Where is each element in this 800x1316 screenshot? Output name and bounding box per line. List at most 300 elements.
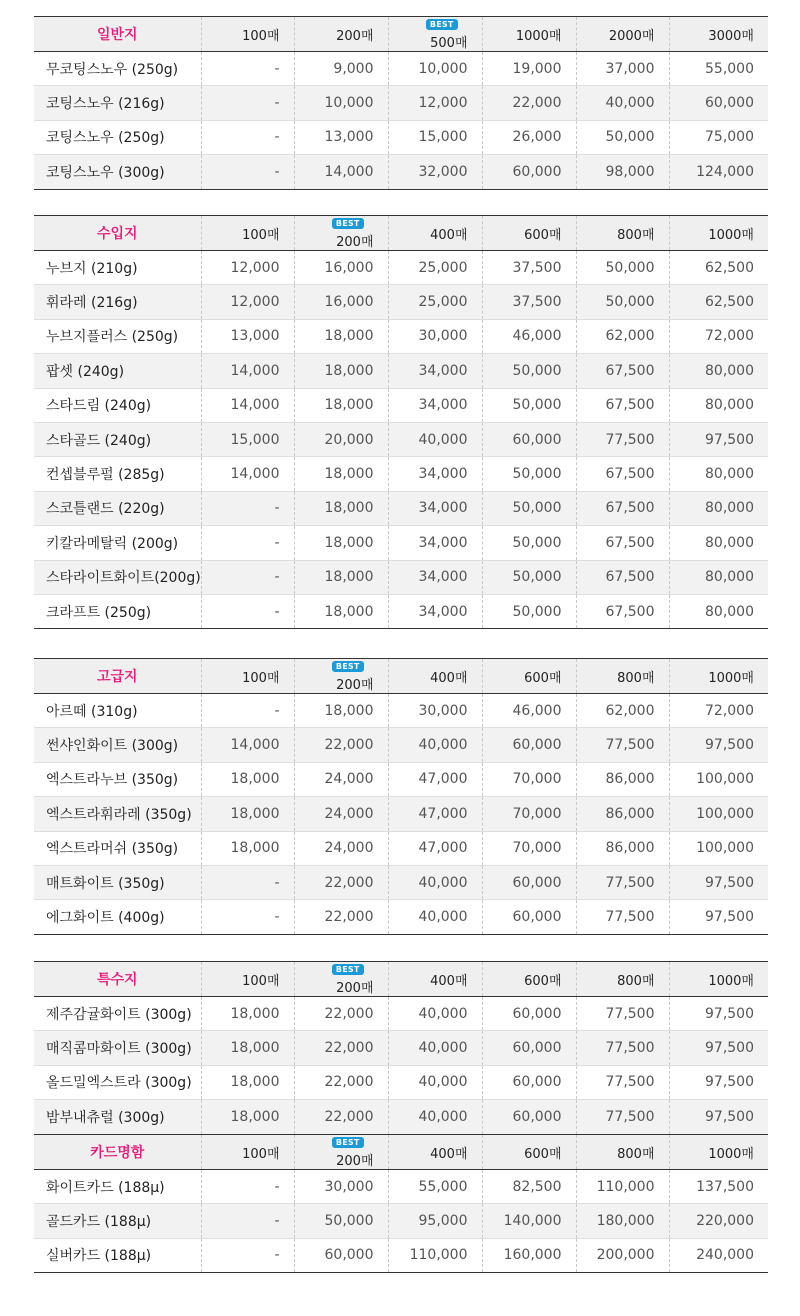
price-cell: 50,000 — [482, 354, 576, 388]
price-cell: 86,000 — [576, 762, 669, 796]
price-cell: 22,000 — [294, 1065, 388, 1099]
price-cell: 34,000 — [388, 354, 482, 388]
best-badge: BEST — [332, 964, 364, 975]
quantity-header — [201, 962, 294, 997]
price-cell: 15,000 — [201, 422, 294, 456]
price-cell: 18,000 — [201, 1031, 294, 1065]
quantity-header — [294, 1135, 388, 1170]
price-cell: 18,000 — [294, 594, 388, 628]
quantity-header — [388, 1135, 482, 1170]
paper-name: 코팅스노우 (250g) — [34, 120, 201, 154]
price-cell: - — [201, 900, 294, 934]
price-cell: 67,500 — [576, 526, 669, 560]
price-cell: 18,000 — [294, 354, 388, 388]
price-cell: 70,000 — [482, 797, 576, 831]
price-cell: 80,000 — [669, 560, 768, 594]
table-row — [34, 865, 768, 899]
price-cell: 24,000 — [294, 797, 388, 831]
price-cell: 80,000 — [669, 594, 768, 628]
price-cell: 70,000 — [482, 762, 576, 796]
price-cell: - — [201, 155, 294, 189]
price-cell: 72,000 — [669, 319, 768, 353]
price-cell: 97,500 — [669, 1065, 768, 1099]
paper-name: 썬샤인화이트 (300g) — [34, 728, 201, 762]
category-title: 수입지 — [34, 216, 201, 251]
price-cell: 13,000 — [201, 319, 294, 353]
price-cell: 62,500 — [669, 285, 768, 319]
price-cell: 40,000 — [576, 86, 669, 120]
price-cell: 40,000 — [388, 1031, 482, 1065]
best-badge: BEST — [332, 661, 364, 672]
price-cell: 55,000 — [388, 1170, 482, 1204]
paper-name: 키칼라메탈릭 (200g) — [34, 526, 201, 560]
price-cell: 34,000 — [388, 560, 482, 594]
price-cell: 110,000 — [388, 1238, 482, 1272]
price-cell: 18,000 — [294, 388, 388, 422]
quantity-label: 800매 — [617, 973, 655, 989]
quantity-label: 100매 — [242, 670, 280, 686]
table-row — [34, 491, 768, 525]
paper-name: 골드카드 (188μ) — [34, 1204, 201, 1238]
price-cell: 14,000 — [294, 155, 388, 189]
paper-name: 스코틀랜드 (220g) — [34, 491, 201, 525]
price-cell: 34,000 — [388, 388, 482, 422]
price-cell: 86,000 — [576, 797, 669, 831]
quantity-label: 2000매 — [608, 28, 655, 44]
price-cell: 18,000 — [294, 526, 388, 560]
price-cell: 22,000 — [294, 1100, 388, 1134]
price-cell: 70,000 — [482, 831, 576, 865]
price-cell: - — [201, 1170, 294, 1204]
table-row — [34, 526, 768, 560]
price-cell: 34,000 — [388, 594, 482, 628]
price-cell: 40,000 — [388, 900, 482, 934]
paper-name: 엑스트라누브 (350g) — [34, 762, 201, 796]
price-cell: 180,000 — [576, 1204, 669, 1238]
price-cell: 22,000 — [482, 86, 576, 120]
price-cell: 30,000 — [294, 1170, 388, 1204]
price-cell: 10,000 — [294, 86, 388, 120]
price-cell: 18,000 — [201, 1100, 294, 1134]
price-cell: 75,000 — [669, 120, 768, 154]
quantity-header — [576, 962, 669, 997]
price-cell: 67,500 — [576, 388, 669, 422]
price-cell: 60,000 — [482, 1100, 576, 1134]
price-cell: 50,000 — [482, 560, 576, 594]
price-cell: 95,000 — [388, 1204, 482, 1238]
quantity-header — [669, 659, 768, 694]
price-cell: 14,000 — [201, 388, 294, 422]
category-title: 고급지 — [34, 659, 201, 694]
paper-name: 코팅스노우 (300g) — [34, 155, 201, 189]
price-cell: 18,000 — [294, 560, 388, 594]
table-row — [34, 1100, 768, 1134]
price-cell: 40,000 — [388, 997, 482, 1031]
price-cell: 14,000 — [201, 457, 294, 491]
price-cell: 60,000 — [482, 1065, 576, 1099]
paper-name: 누브지플러스 (250g) — [34, 319, 201, 353]
price-cell: 60,000 — [294, 1238, 388, 1272]
paper-name: 화이트카드 (188μ) — [34, 1170, 201, 1204]
quantity-header — [576, 659, 669, 694]
best-badge: BEST — [332, 1137, 364, 1148]
price-cell: 67,500 — [576, 594, 669, 628]
price-cell: 62,500 — [669, 251, 768, 285]
price-cell: 200,000 — [576, 1238, 669, 1272]
price-table-1 — [34, 215, 768, 629]
quantity-label: 100매 — [242, 28, 280, 44]
price-cell: 9,000 — [294, 52, 388, 86]
price-cell: 12,000 — [201, 251, 294, 285]
price-cell: 80,000 — [669, 526, 768, 560]
quantity-header — [482, 659, 576, 694]
price-table-2 — [34, 658, 768, 935]
quantity-label: 1000매 — [708, 973, 754, 989]
price-cell: 67,500 — [576, 560, 669, 594]
price-cell: 10,000 — [388, 52, 482, 86]
price-cell: 18,000 — [201, 762, 294, 796]
quantity-label: 100매 — [242, 1146, 280, 1162]
price-cell: 22,000 — [294, 1031, 388, 1065]
price-cell: 18,000 — [294, 319, 388, 353]
price-cell: 40,000 — [388, 1100, 482, 1134]
price-cell: 50,000 — [576, 120, 669, 154]
price-cell: 100,000 — [669, 831, 768, 865]
table-row — [34, 831, 768, 865]
quantity-header — [669, 216, 768, 251]
table-row — [34, 251, 768, 285]
quantity-header — [576, 216, 669, 251]
quantity-header — [294, 17, 388, 52]
price-cell: 97,500 — [669, 1100, 768, 1134]
price-cell: 60,000 — [669, 86, 768, 120]
price-cell: 37,500 — [482, 285, 576, 319]
price-cell: 97,500 — [669, 997, 768, 1031]
quantity-label: 3000매 — [708, 28, 754, 44]
quantity-header — [669, 17, 768, 52]
quantity-label: 600매 — [524, 670, 562, 686]
price-cell: 25,000 — [388, 251, 482, 285]
price-cell: 37,000 — [576, 52, 669, 86]
quantity-label: 1000매 — [515, 28, 562, 44]
quantity-label: 400매 — [430, 227, 468, 243]
price-cell: 82,500 — [482, 1170, 576, 1204]
price-cell: 40,000 — [388, 1065, 482, 1099]
paper-name: 크라프트 (250g) — [34, 594, 201, 628]
table-row — [34, 1170, 768, 1204]
table-row — [34, 422, 768, 456]
quantity-header — [201, 216, 294, 251]
price-cell: 55,000 — [669, 52, 768, 86]
best-badge: BEST — [332, 218, 364, 229]
price-cell: 22,000 — [294, 865, 388, 899]
price-cell: 97,500 — [669, 728, 768, 762]
quantity-label: 600매 — [524, 1146, 562, 1162]
price-cell: 14,000 — [201, 728, 294, 762]
price-cell: 50,000 — [482, 388, 576, 422]
price-cell: 97,500 — [669, 865, 768, 899]
quantity-header — [201, 17, 294, 52]
price-cell: 124,000 — [669, 155, 768, 189]
quantity-label: 500매 — [430, 36, 468, 51]
price-cell: 18,000 — [294, 457, 388, 491]
quantity-header — [294, 659, 388, 694]
price-cell: 50,000 — [576, 251, 669, 285]
price-cell: 34,000 — [388, 526, 482, 560]
price-cell: 97,500 — [669, 1031, 768, 1065]
price-cell: 22,000 — [294, 997, 388, 1031]
price-cell: 97,500 — [669, 422, 768, 456]
price-cell: 80,000 — [669, 457, 768, 491]
price-cell: 60,000 — [482, 900, 576, 934]
price-cell: 240,000 — [669, 1238, 768, 1272]
price-cell: - — [201, 526, 294, 560]
paper-name: 밤부내츄럴 (300g) — [34, 1100, 201, 1134]
price-cell: 77,500 — [576, 865, 669, 899]
price-cell: 40,000 — [388, 422, 482, 456]
table-row — [34, 762, 768, 796]
price-cell: 60,000 — [482, 728, 576, 762]
price-cell: 62,000 — [576, 694, 669, 728]
price-cell: 30,000 — [388, 694, 482, 728]
table-header-row — [34, 216, 768, 251]
paper-name: 스타드림 (240g) — [34, 388, 201, 422]
quantity-label: 200매 — [336, 678, 374, 693]
price-cell: 72,000 — [669, 694, 768, 728]
price-cell: - — [201, 491, 294, 525]
table-row — [34, 354, 768, 388]
price-cell: 100,000 — [669, 797, 768, 831]
table-row — [34, 120, 768, 154]
table-header-row — [34, 1135, 768, 1170]
quantity-label: 600매 — [524, 973, 562, 989]
price-cell: 16,000 — [294, 251, 388, 285]
paper-name: 무코팅스노우 (250g) — [34, 52, 201, 86]
quantity-header — [482, 216, 576, 251]
price-cell: 14,000 — [201, 354, 294, 388]
price-cell: 15,000 — [388, 120, 482, 154]
price-cell: 50,000 — [482, 457, 576, 491]
paper-name: 누브지 (210g) — [34, 251, 201, 285]
quantity-header — [482, 17, 576, 52]
price-cell: - — [201, 120, 294, 154]
price-cell: 26,000 — [482, 120, 576, 154]
quantity-label: 100매 — [242, 227, 280, 243]
price-cell: 60,000 — [482, 422, 576, 456]
price-cell: 50,000 — [482, 594, 576, 628]
table-row — [34, 560, 768, 594]
table-row — [34, 1031, 768, 1065]
paper-name: 올드밀엑스트라 (300g) — [34, 1065, 201, 1099]
price-cell: 32,000 — [388, 155, 482, 189]
price-cell: 47,000 — [388, 762, 482, 796]
category-title: 특수지 — [34, 962, 201, 997]
price-cell: 220,000 — [669, 1204, 768, 1238]
category-title: 카드명함 — [34, 1135, 201, 1170]
quantity-label: 1000매 — [708, 670, 754, 686]
price-cell: - — [201, 1204, 294, 1238]
price-cell: 77,500 — [576, 900, 669, 934]
quantity-label: 800매 — [617, 670, 655, 686]
table-row — [34, 1238, 768, 1272]
paper-name: 매직콤마화이트 (300g) — [34, 1031, 201, 1065]
price-cell: 18,000 — [294, 694, 388, 728]
price-cell: 47,000 — [388, 797, 482, 831]
quantity-label: 600매 — [524, 227, 562, 243]
price-cell: 16,000 — [294, 285, 388, 319]
table-row — [34, 457, 768, 491]
price-cell: 80,000 — [669, 354, 768, 388]
quantity-header — [576, 17, 669, 52]
quantity-label: 200매 — [336, 28, 374, 44]
quantity-label: 200매 — [336, 1154, 374, 1169]
quantity-header — [669, 1135, 768, 1170]
price-cell: 67,500 — [576, 457, 669, 491]
price-cell: 67,500 — [576, 354, 669, 388]
paper-name: 엑스트라머쉬 (350g) — [34, 831, 201, 865]
price-cell: 18,000 — [294, 491, 388, 525]
price-cell: 18,000 — [201, 797, 294, 831]
price-cell: 34,000 — [388, 457, 482, 491]
price-cell: 50,000 — [294, 1204, 388, 1238]
price-cell: 140,000 — [482, 1204, 576, 1238]
paper-name: 스타골드 (240g) — [34, 422, 201, 456]
price-cell: 24,000 — [294, 762, 388, 796]
table-row — [34, 285, 768, 319]
price-cell: - — [201, 86, 294, 120]
table-header-row — [34, 659, 768, 694]
price-cell: 46,000 — [482, 319, 576, 353]
price-cell: 62,000 — [576, 319, 669, 353]
price-cell: 18,000 — [201, 997, 294, 1031]
price-cell: 20,000 — [294, 422, 388, 456]
quantity-header — [388, 216, 482, 251]
price-cell: 50,000 — [482, 491, 576, 525]
quantity-header — [294, 216, 388, 251]
price-cell: 80,000 — [669, 388, 768, 422]
price-cell: 19,000 — [482, 52, 576, 86]
paper-name: 휘라레 (216g) — [34, 285, 201, 319]
price-cell: 18,000 — [201, 1065, 294, 1099]
price-cell: 77,500 — [576, 728, 669, 762]
table-row — [34, 86, 768, 120]
quantity-label: 1000매 — [708, 227, 754, 243]
price-cell: 77,500 — [576, 997, 669, 1031]
quantity-label: 200매 — [336, 981, 374, 996]
quantity-label: 200매 — [336, 235, 374, 250]
table-row — [34, 319, 768, 353]
price-cell: - — [201, 1238, 294, 1272]
table-header-row — [34, 17, 768, 52]
price-cell: - — [201, 594, 294, 628]
price-cell: 34,000 — [388, 491, 482, 525]
paper-name: 팝셋 (240g) — [34, 354, 201, 388]
table-row — [34, 900, 768, 934]
price-cell: 77,500 — [576, 1065, 669, 1099]
price-cell: 110,000 — [576, 1170, 669, 1204]
price-cell: 67,500 — [576, 491, 669, 525]
table-row — [34, 694, 768, 728]
paper-name: 컨셉블루펄 (285g) — [34, 457, 201, 491]
quantity-header — [294, 962, 388, 997]
quantity-label: 400매 — [430, 973, 468, 989]
price-cell: 47,000 — [388, 831, 482, 865]
price-cell: 97,500 — [669, 900, 768, 934]
quantity-label: 100매 — [242, 973, 280, 989]
table-row — [34, 797, 768, 831]
table-row — [34, 388, 768, 422]
category-title: 일반지 — [34, 17, 201, 52]
price-cell: 100,000 — [669, 762, 768, 796]
quantity-header — [669, 962, 768, 997]
price-cell: 60,000 — [482, 1031, 576, 1065]
price-cell: - — [201, 865, 294, 899]
price-cell: 30,000 — [388, 319, 482, 353]
quantity-header — [201, 659, 294, 694]
quantity-label: 800매 — [617, 1146, 655, 1162]
price-cell: 137,500 — [669, 1170, 768, 1204]
quantity-label: 400매 — [430, 670, 468, 686]
paper-name: 스타라이트화이트(200g) — [34, 560, 201, 594]
price-table-3 — [34, 961, 768, 1135]
price-cell: 80,000 — [669, 491, 768, 525]
price-cell: 86,000 — [576, 831, 669, 865]
price-cell: 46,000 — [482, 694, 576, 728]
table-row — [34, 52, 768, 86]
price-cell: 24,000 — [294, 831, 388, 865]
table-header-row — [34, 962, 768, 997]
table-row — [34, 155, 768, 189]
table-row — [34, 1204, 768, 1238]
paper-name: 제주감귤화이트 (300g) — [34, 997, 201, 1031]
price-table-4 — [34, 1134, 768, 1273]
price-cell: 50,000 — [576, 285, 669, 319]
price-cell: 13,000 — [294, 120, 388, 154]
price-cell: 50,000 — [482, 526, 576, 560]
price-cell: 12,000 — [388, 86, 482, 120]
price-cell: - — [201, 694, 294, 728]
price-cell: 60,000 — [482, 155, 576, 189]
paper-name: 코팅스노우 (216g) — [34, 86, 201, 120]
table-row — [34, 594, 768, 628]
quantity-header — [388, 962, 482, 997]
price-cell: - — [201, 560, 294, 594]
price-cell: 98,000 — [576, 155, 669, 189]
price-cell: 18,000 — [201, 831, 294, 865]
quantity-label: 800매 — [617, 227, 655, 243]
table-row — [34, 728, 768, 762]
quantity-header — [576, 1135, 669, 1170]
paper-name: 매트화이트 (350g) — [34, 865, 201, 899]
price-cell: 40,000 — [388, 728, 482, 762]
paper-name: 에그화이트 (400g) — [34, 900, 201, 934]
price-cell: - — [201, 52, 294, 86]
paper-name: 엑스트라휘라레 (350g) — [34, 797, 201, 831]
quantity-header — [482, 962, 576, 997]
price-cell: 22,000 — [294, 728, 388, 762]
price-cell: 25,000 — [388, 285, 482, 319]
price-table-0 — [34, 16, 768, 190]
price-cell: 37,500 — [482, 251, 576, 285]
price-cell: 160,000 — [482, 1238, 576, 1272]
paper-name: 실버카드 (188μ) — [34, 1238, 201, 1272]
price-cell: 22,000 — [294, 900, 388, 934]
price-cell: 12,000 — [201, 285, 294, 319]
price-cell: 77,500 — [576, 1031, 669, 1065]
quantity-label: 1000매 — [708, 1146, 754, 1162]
price-cell: 60,000 — [482, 865, 576, 899]
quantity-header — [388, 659, 482, 694]
